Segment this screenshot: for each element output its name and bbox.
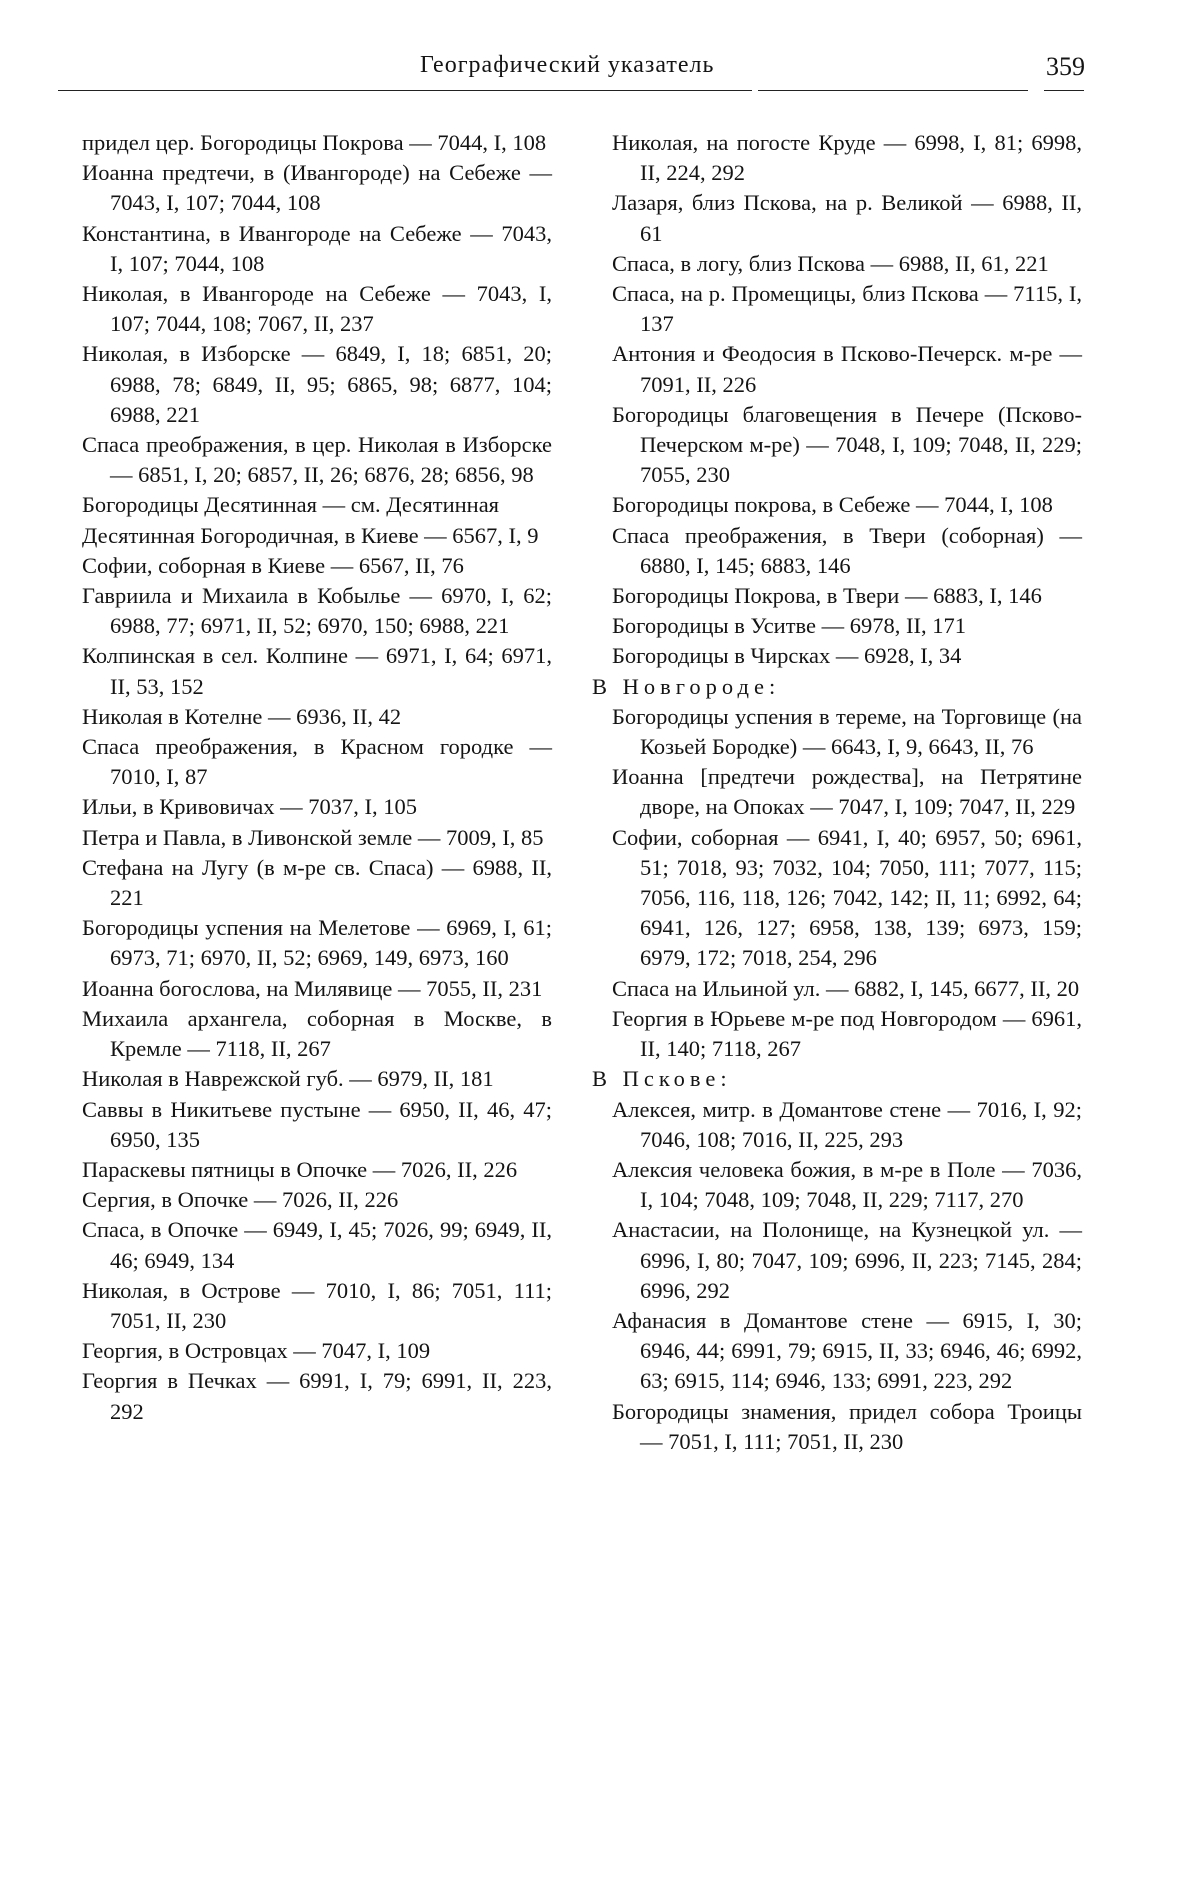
index-entry: Георгия в Юрьеве м-ре под Новгородом — 6961, II, 140; 7118, 267 [612,1005,1082,1062]
index-entry: Богородицы в Уситве — 6978, II, 171 [612,613,967,639]
index-entry: Иоанна предтечи, в (Ивангороде) на Себеже — 7043, I, 107; 7044, 108 [82,160,552,216]
index-entry: Анастасии, на Полонище, на Кузнецкой ул. — 6996, I, 80; 7047, 109; 6996, II, 223; 7145, 284; 6996, 292 [612,1217,1082,1303]
index-entry: Гавриила и Михаила в Кобылье — 6970, I, 62; 6988, 77; 6971, II, 52; 6970, 150; 6988, 221 [82,583,552,639]
index-entry: Георгия, в Островцах — 7047, I, 109 [82,1338,431,1364]
index-entry: Николая, на погосте Круде — 6998, I, 81; 6998, II, 224, 292 [612,130,1082,186]
index-entry: Колпинская в сел. Колпине — 6971, I, 64; 6971, II, 53, 152 [82,643,552,699]
index-entry: Лазаря, близ Пскова, на р. Великой — 6988, II, 61 [612,190,1082,246]
section-heading: В Пскове: [592,1066,732,1092]
index-entry: Богородицы в Чирсках — 6928, I, 34 [612,643,962,669]
index-entry: Параскевы пятницы в Опочке — 7026, II, 226 [82,1156,518,1182]
index-entry: Богородицы благовещения в Печере (Псково-Печерском м-ре) — 7048, I, 109; 7048, II, 229; 7055, 230 [612,401,1082,488]
index-entry: Алексея, митр. в Домантове стене — 7016, I, 92; 7046, 108; 7016, II, 225, 293 [612,1096,1082,1152]
right-column [592,128,1082,1457]
index-entry: придел цер. Богородицы Покрова — 7044, I, 108 [82,130,547,155]
index-entry: Петра и Павла, в Ливонской земле — 7009, I, 85 [82,824,544,850]
index-entry: Михаила архангела, соборная в Москве, в Кремле — 7118, II, 267 [82,1005,552,1062]
index-entry: Богородицы покрова, в Себеже — 7044, I, 108 [612,492,1053,518]
index-entry: Софии, соборная — 6941, I, 40; 6957, 50; 6961, 51; 7018, 93; 7032, 104; 7050, 111; 7077, 115; 7056, 116, 118, 126; 7042, 142; II, 11; 6992, 64; 6941, 126, 127; 6958, 138, 139; 6973, 159; 6979, 172; 7018, 254, 296 [612,824,1082,971]
running-title: Географический указатель [420,52,715,78]
index-entry: Николая, в Ивангороде на Себеже — 7043, I, 107; 7044, 108; 7067, II, 237 [82,281,552,337]
index-entry: Константина, в Ивангороде на Себеже — 7043, I, 107; 7044, 108 [82,220,552,276]
index-entry: Николая в Наврежской губ. — 6979, II, 181 [82,1066,494,1092]
index-entry: Спаса на Ильиной ул. — 6882, I, 145, 6677, II, 20 [612,975,1080,1001]
index-entry: Богородицы Покрова, в Твери — 6883, I, 146 [612,583,1042,609]
header-rule-right [758,90,1028,91]
index-entry: Саввы в Никитьеве пустыне — 6950, II, 46, 47; 6950, 135 [82,1096,552,1152]
left-column [82,128,552,1427]
index-entry: Софии, соборная в Киеве — 6567, II, 76 [82,552,464,578]
index-entry: Николая, в Изборске — 6849, I, 18; 6851, 20; 6988, 78; 6849, II, 95; 6865, 98; 6877, 104; 6988, 221 [82,341,552,427]
index-entry: Иоанна [предтечи рождества], на Петрятине дворе, на Опоках — 7047, I, 109; 7047, II, 229 [612,764,1082,820]
index-entry: Десятинная Богородичная, в Киеве — 6567, I, 9 [82,522,539,548]
index-entry: Спаса, в Опочке — 6949, I, 45; 7026, 99; 6949, II, 46; 6949, 134 [82,1217,552,1273]
index-entry: Спаса преображения, в Красном городке — 7010, I, 87 [82,734,552,790]
index-entry: Богородицы успения на Мелетове — 6969, I, 61; 6973, 71; 6970, II, 52; 6969, 149, 6973, 160 [82,915,552,971]
index-entry: Ильи, в Кривовичах — 7037, I, 105 [82,794,418,820]
page-header [0,0,1200,100]
header-rule-left [58,90,396,91]
page-number: 359 [1046,52,1085,81]
index-entry: Спаса, на р. Промещицы, близ Пскова — 7115, I, 137 [612,281,1082,337]
index-entry: Иоанна богослова, на Милявице — 7055, II, 231 [82,975,543,1001]
section-heading: В Новгороде: [592,673,781,699]
header-rule-page [1044,90,1084,91]
index-entry: Богородицы знамения, придел собора Троицы — 7051, I, 111; 7051, II, 230 [612,1398,1082,1454]
index-entry: Антония и Феодосия в Псково-Печерск. м-ре — 7091, II, 226 [612,341,1082,397]
index-entry: Алексия человека божия, в м-ре в Поле — 7036, I, 104; 7048, 109; 7048, II, 229; 7117, 270 [612,1156,1082,1213]
index-entry: Богородицы Десятинная — см. Десятинная [82,492,500,518]
index-entry: Стефана на Лугу (в м-ре св. Спаса) — 6988, II, 221 [82,854,552,911]
index-entry: Георгия в Печках — 6991, I, 79; 6991, II, 223, 292 [82,1368,552,1424]
index-entry: Николая в Котелне — 6936, II, 42 [82,703,402,729]
index-entry: Спаса, в логу, близ Пскова — 6988, II, 61, 221 [612,250,1049,276]
index-entry: Николая, в Острове — 7010, I, 86; 7051, 111; 7051, II, 230 [82,1277,552,1333]
index-entry: Сергия, в Опочке — 7026, II, 226 [82,1187,399,1213]
index-entry: Афанасия в Домантове стене — 6915, I, 30; 6946, 44; 6991, 79; 6915, II, 33; 6946, 46; 6992, 63; 6915, 114; 6946, 133; 6991, 223, 292 [612,1307,1082,1394]
index-entry: Спаса преображения, в цер. Николая в Изборске — 6851, I, 20; 6857, II, 26; 6876, 28; 6856, 98 [82,432,552,488]
index-entry: Богородицы успения в тереме, на Торговище (на Козьей Бородке) — 6643, I, 9, 6643, II, 76 [612,703,1082,760]
index-entry: Спаса преображения, в Твери (соборная) — 6880, I, 145; 6883, 146 [612,522,1082,578]
header-rule-center [396,90,752,91]
